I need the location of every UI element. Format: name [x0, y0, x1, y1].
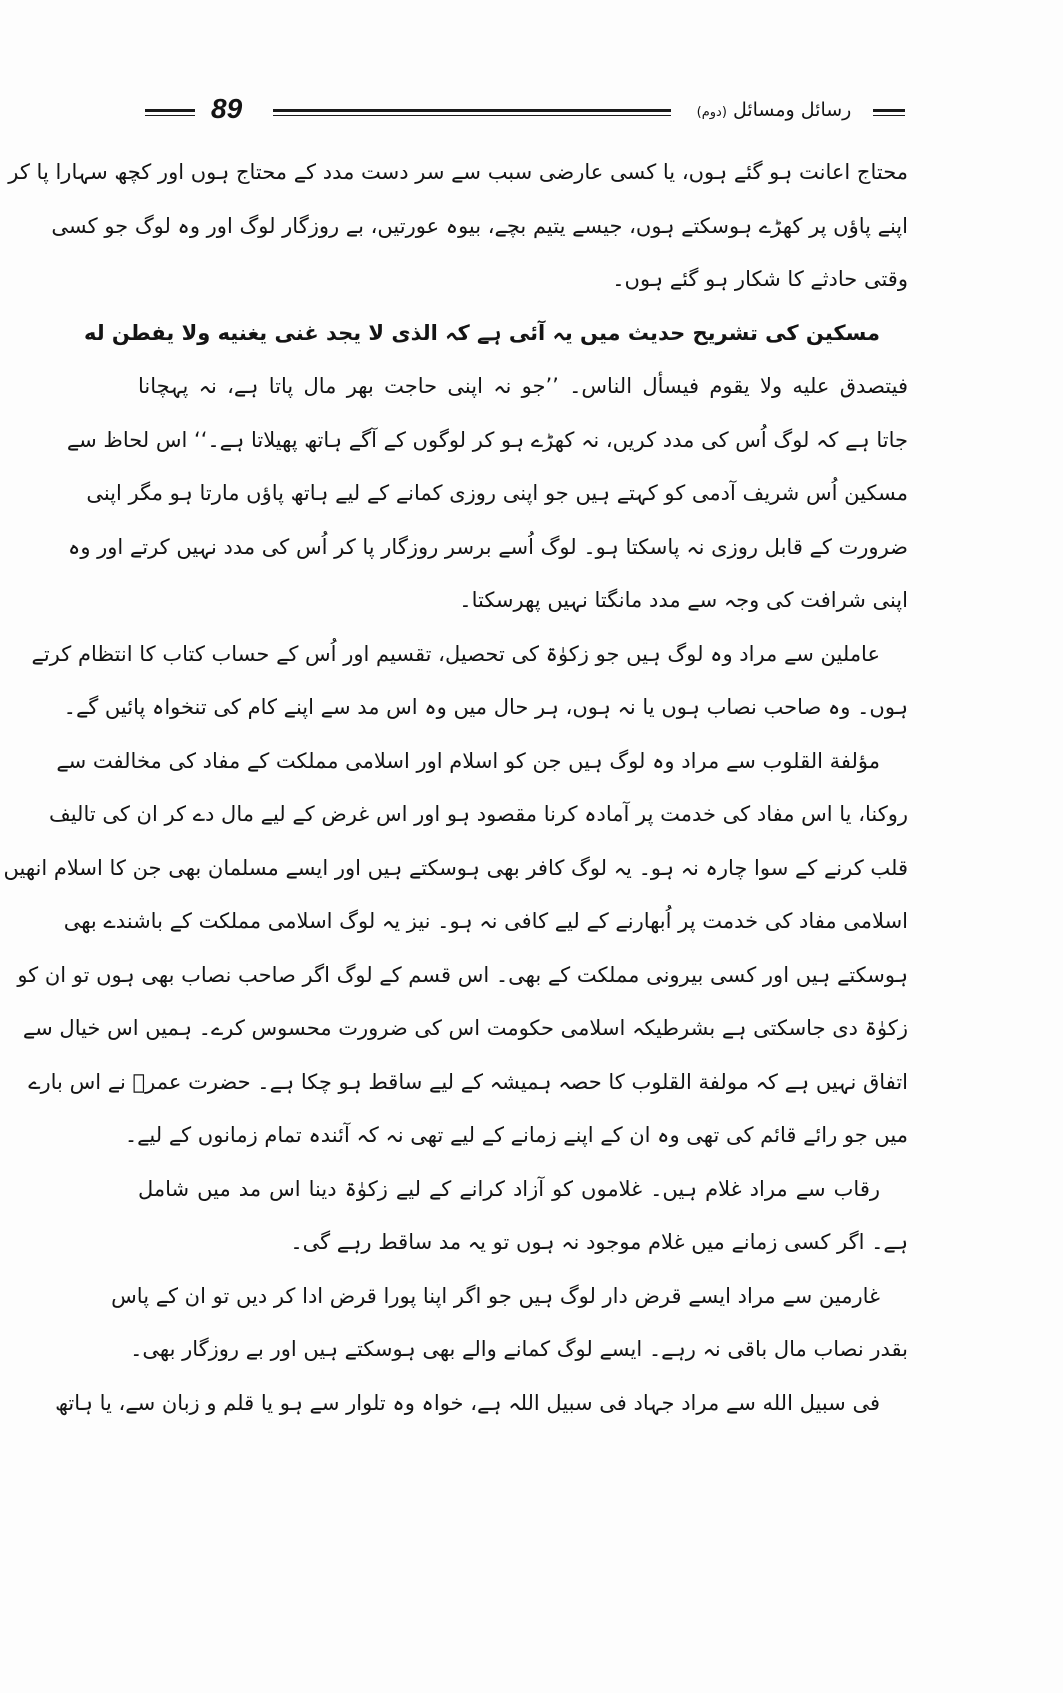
text-line: ضرورت کے قابل روزی نہ پاسکتا ہو۔ لوگ اُسے برسر روزگار پا کر اُس کی مدد نہیں کرتے اور وہ [68, 534, 908, 559]
text-line: غارمین سے مراد ایسے قرض دار لوگ ہیں جو اگر اپنا پورا قرض ادا کر دیں تو ان کے پاس [111, 1283, 880, 1308]
text-line: اپنی شرافت کی وجہ سے مدد مانگتا نہیں پھرسکتا۔ [459, 588, 908, 612]
text-line: جاتا ہے کہ لوگ اُس کی مدد کریں، نہ کھڑے ہو کر لوگوں کے آگے ہاتھ پھیلاتا ہے۔‘‘ اس لحاظ سے [66, 427, 908, 452]
text-line: ہوسکتے ہیں اور کسی بیرونی مملکت کے بھی۔ اس قسم کے لوگ اگر صاحب نصاب بھی ہوں تو ان کو [17, 962, 908, 987]
text-line: رقاب سے مراد غلام ہیں۔ غلاموں کو آزاد کرانے کے لیے زکوٰۃ دینا اس مد میں شامل [138, 1176, 880, 1201]
body-text [3, 146, 908, 1430]
text-line: بقدر نصاب مال باقی نہ رہے۔ ایسے لوگ کمانے والے بھی ہوسکتے ہیں اور بے روزگار بھی۔ [130, 1337, 908, 1361]
header-rule-right [873, 109, 905, 116]
text-line: روکنا، یا اس مفاد کی خدمت پر آمادہ کرنا مقصود ہو اور اس غرض کے لیے مال دے کر ان کی تالیف [48, 802, 908, 826]
text-line: میں جو رائے قائم کی تھی وہ ان کے اپنے زمانے کے لیے تھی نہ کہ آئندہ تمام زمانوں کے لیے۔ [124, 1123, 908, 1147]
text-line: قلب کرنے کے سوا چارہ نہ ہو۔ یہ لوگ کافر بھی ہوسکتے ہیں اور ایسے مسلمان بھی جن کا اسلام انھیں [3, 855, 908, 880]
text-line: مؤلفة القلوب سے مراد وہ لوگ ہیں جن کو اسلام اور اسلامی مملکت کے مفاد کی مخالفت سے [56, 748, 880, 773]
text-line: زکوٰۃ دی جاسکتی ہے بشرطیکہ اسلامی حکومت اس کی ضرورت محسوس کرے۔ ہمیں اس خیال سے [22, 1016, 908, 1040]
text-line: مسکین اُس شریف آدمی کو کہتے ہیں جو اپنی روزی کمانے کے لیے ہاتھ پاؤں مارتا ہو مگر اپنی [86, 481, 908, 505]
text-line: فیتصدق علیه ولا یقوم فیسأل الناس۔ ’’جو نہ اپنی حاجت بھر مال پاتا ہے، نہ پہچانا [138, 374, 908, 398]
text-line: وقتی حادثے کا شکار ہو گئے ہوں۔ [612, 267, 908, 291]
text-line: اتفاق نہیں ہے کہ مولفة القلوب کا حصہ ہمیشہ کے لیے ساقط ہو چکا ہے۔ حضرت عمرؓ نے اس بارے [28, 1069, 908, 1094]
header-rule-middle [273, 109, 671, 116]
text-line: فی سبیل الله سے مراد جہاد فی سبیل اللہ ہے، خواہ وہ تلوار سے ہو یا قلم و زبان سے، یا ہاتھ [55, 1390, 880, 1415]
running-title [681, 95, 867, 128]
book-title: رسائل ومسائل [732, 99, 852, 121]
text-line: اپنے پاؤں پر کھڑے ہوسکتے ہوں، جیسے یتیم بچے، بیوہ عورتیں، بے روزگار لوگ اور وہ لوگ جو کسی [51, 213, 908, 238]
text-line: ہے۔ اگر کسی زمانے میں غلام موجود نہ ہوں تو یہ مد ساقط رہے گی۔ [290, 1230, 908, 1254]
text-line: عاملین سے مراد وہ لوگ ہیں جو زکوٰۃ کی تحصیل، تقسیم اور اُس کے حساب کتاب کا انتظام کرتے [31, 641, 880, 666]
header-rule-left [145, 109, 195, 116]
page-number: 89 [211, 93, 243, 124]
text-line: مسکین کی تشریح حدیث میں یہ آئی ہے کہ الذی لا یجد غنی یغنیه ولا یفطن له [83, 320, 880, 345]
text-line: ہوں۔ وہ صاحب نصاب ہوں یا نہ ہوں، ہر حال میں وہ اس مد سے اپنے کام کی تنخواہ پائیں گے۔ [63, 695, 908, 719]
volume-label: (دوم) [696, 105, 727, 120]
text-line: اسلامی مفاد کی خدمت پر اُبھارنے کے لیے کافی نہ ہو۔ نیز یہ لوگ اسلامی مملکت کے باشندے بھی [63, 909, 908, 933]
text-line: محتاج اعانت ہو گئے ہوں، یا کسی عارضی سبب سے سر دست مدد کے محتاج ہوں اور کچھ سہارا پا کر [8, 160, 908, 184]
running-header [145, 92, 905, 132]
